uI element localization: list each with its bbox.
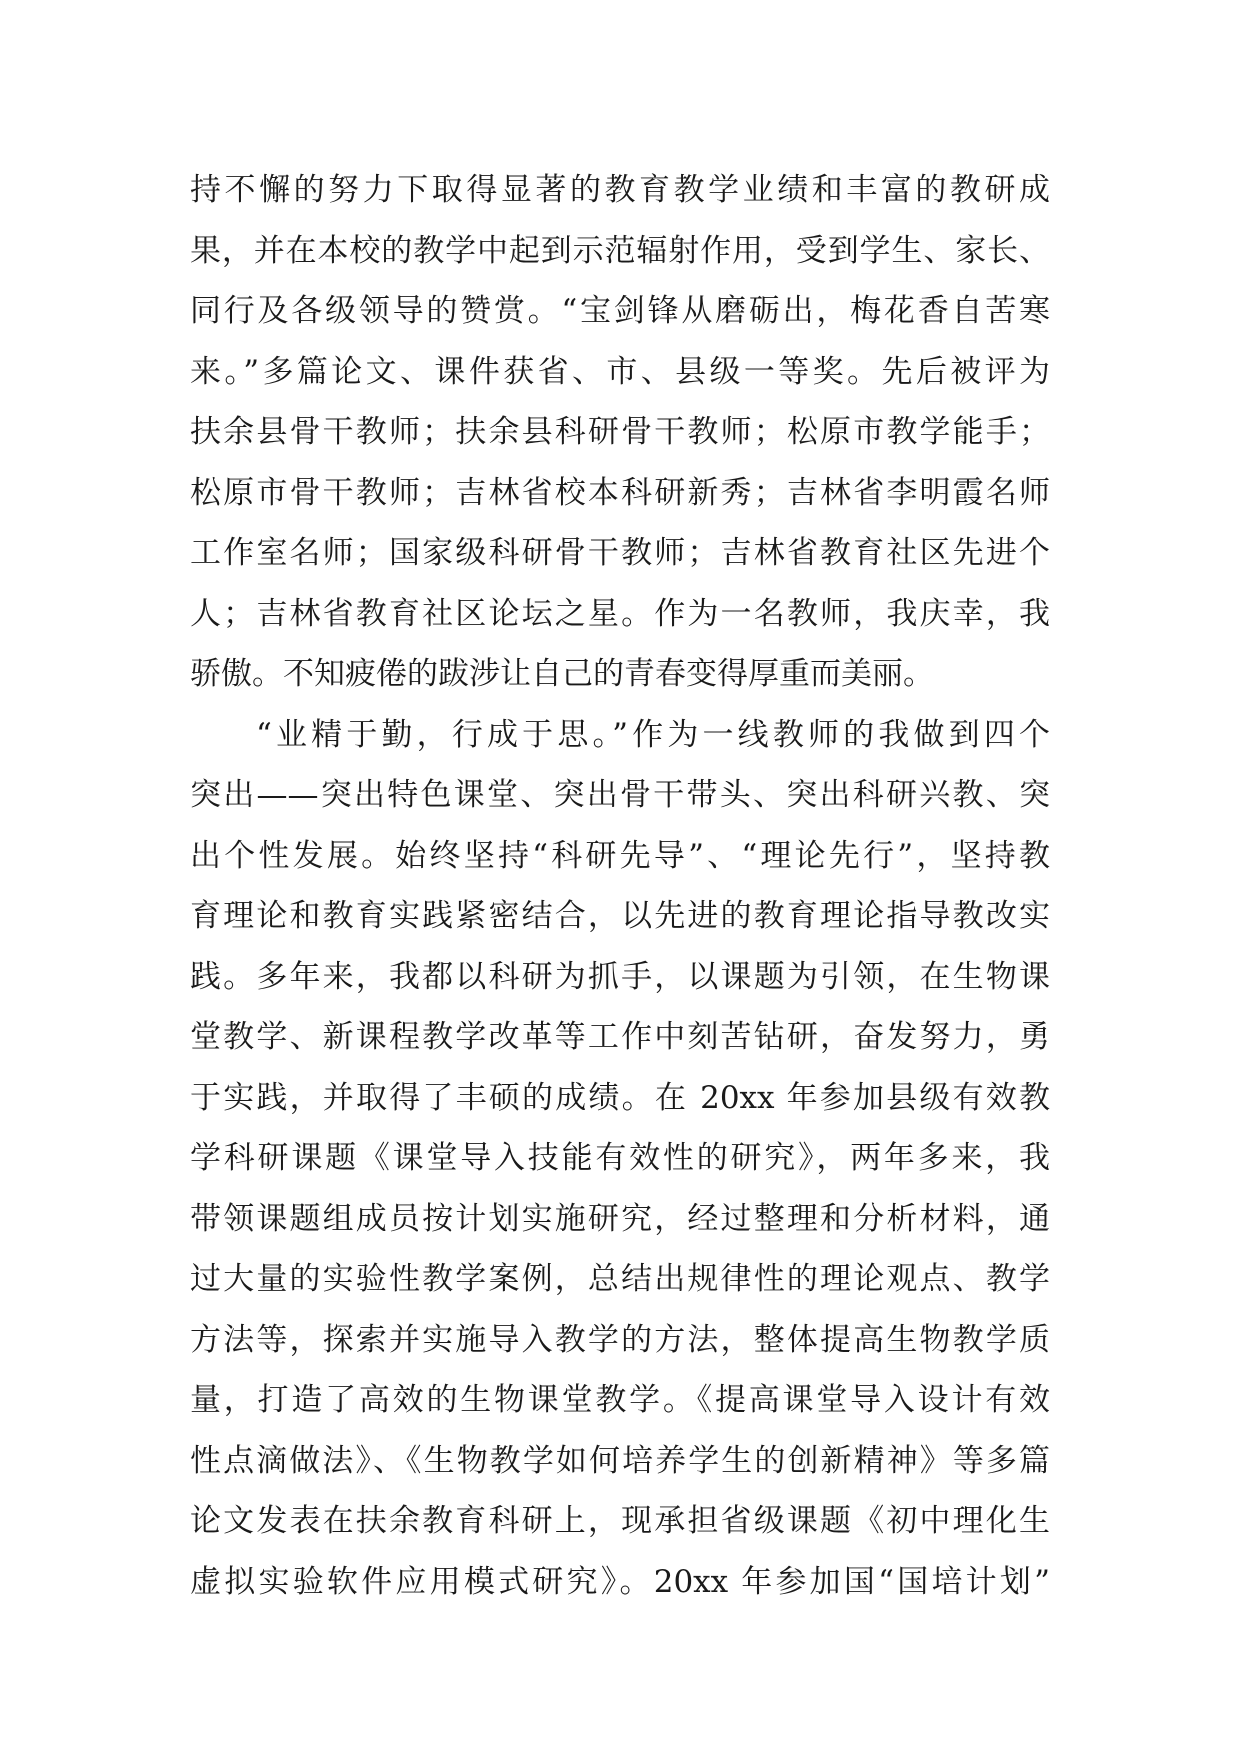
text-line: 突出——突出特色课堂、突出骨干带头、突出科研兴教、突: [190, 777, 1050, 813]
text-line: 同行及各级领导的赞赏。“宝剑锋从磨砺出，梅花香自苦寒: [190, 293, 1050, 329]
text-line: 持不懈的努力下取得显著的教育教学业绩和丰富的教研成: [190, 172, 1050, 208]
text-line: 于实践，并取得了丰硕的成绩。在 20xx 年参加县级有效教: [190, 1079, 1050, 1116]
text-line: 方法等，探索并实施导入教学的方法，整体提高生物教学质: [190, 1321, 1050, 1358]
text-line: 带领课题组成员按计划实施研究，经过整理和分析材料，通: [190, 1200, 1050, 1237]
text-line: 扶余县骨干教师；扶余县科研骨干教师；松原市教学能手；: [190, 414, 1050, 450]
text-line: 人；吉林省教育社区论坛之星。作为一名教师，我庆幸，我: [190, 595, 1050, 632]
text-line: 骄傲。不知疲倦的跋涉让自己的青春变得厚重而美丽。: [190, 656, 934, 692]
text-line: “业精于勤，行成于思。”作为一线教师的我做到四个: [256, 716, 1050, 753]
text-line: 过大量的实验性教学案例，总结出规律性的理论观点、教学: [190, 1261, 1050, 1297]
text-line: 性点滴做法》、《生物教学如何培养学生的创新精神》等多篇: [190, 1442, 1050, 1479]
text-line: 践。多年来，我都以科研为抓手，以课题为引领，在生物课: [190, 958, 1050, 995]
text-line: 学科研课题《课堂导入技能有效性的研究》，两年多来，我: [190, 1140, 1050, 1176]
text-line: 量，打造了高效的生物课堂教学。《提高课堂导入设计有效: [190, 1382, 1050, 1418]
text-line: 堂教学、新课程教学改革等工作中刻苦钻研，奋发努力，勇: [190, 1019, 1050, 1055]
text-line: 论文发表在扶余教育科研上，现承担省级课题《初中理化生: [190, 1503, 1050, 1539]
text-line: 虚拟实验软件应用模式研究》。20xx 年参加国“国培计划”: [190, 1563, 1050, 1600]
text-line: 果，并在本校的教学中起到示范辐射作用，受到学生、家长、: [190, 232, 1050, 269]
text-line: 来。”多篇论文、课件获省、市、县级一等奖。先后被评为: [190, 353, 1050, 390]
text-line: 育理论和教育实践紧密结合，以先进的教育理论指导教改实: [190, 898, 1050, 934]
text-line: 工作室名师；国家级科研骨干教师；吉林省教育社区先进个: [190, 535, 1050, 571]
text-line: 出个性发展。始终坚持“科研先导”、“理论先行”，坚持教: [190, 837, 1050, 874]
body-text: [190, 160, 1050, 1612]
text-line: 松原市骨干教师；吉林省校本科研新秀；吉林省李明霞名师: [190, 474, 1050, 511]
